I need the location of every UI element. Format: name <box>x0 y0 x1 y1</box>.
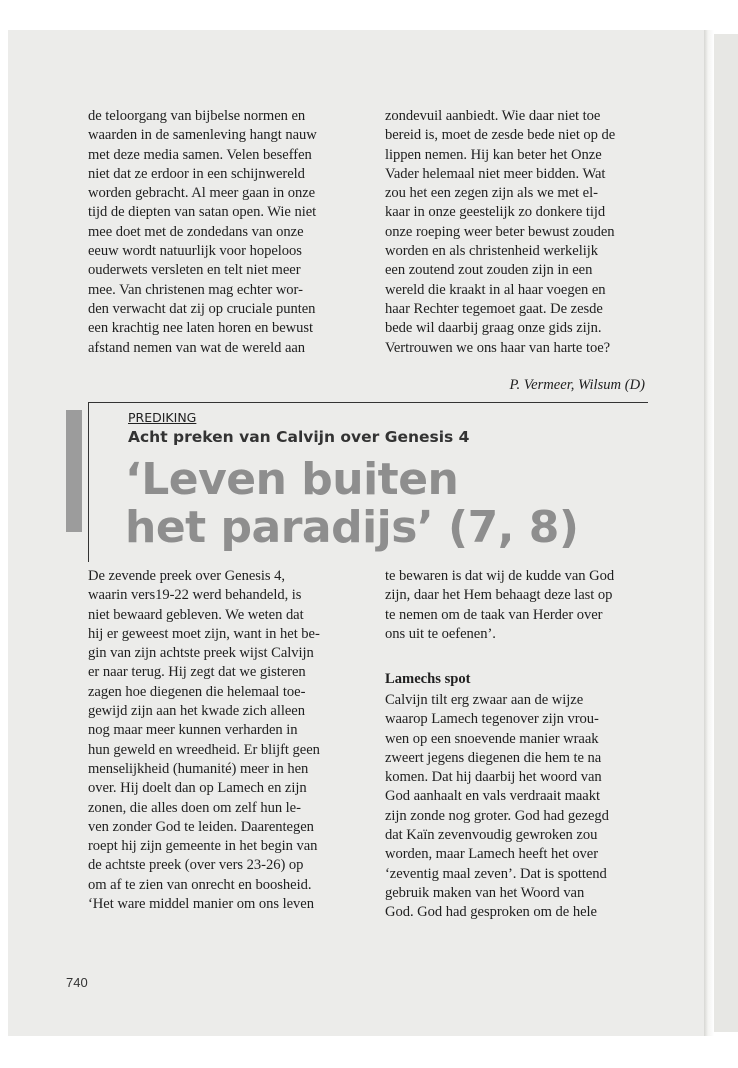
page-number: 740 <box>66 975 88 990</box>
text-line: dat Kaïn zevenvoudig gewroken zou <box>385 827 598 844</box>
text-line: zijn, daar het Hem behaagt deze last op <box>385 587 613 604</box>
text-line: te bewaren is dat wij de kudde van God <box>385 568 615 584</box>
text-line: gin van zijn achtste preek wijst Calvijn <box>88 645 314 662</box>
text-line: zonen, die alles doen om zelf hun le- <box>88 799 301 816</box>
text-line: de teloorgang van bijbelse normen en <box>88 108 306 124</box>
header-rule-vertical <box>88 402 89 562</box>
header-rule-horizontal <box>88 402 648 403</box>
text-line: over. Hij doelt dan op Lamech en zijn <box>88 780 307 797</box>
text-line: wen op een snoevende manier wraak <box>385 730 599 747</box>
text-line: den verwacht dat zij op cruciale punten <box>88 300 316 317</box>
article-left-column <box>88 567 320 914</box>
previous-article-right-column <box>385 107 615 358</box>
headline-line: het paradijs’ (7, 8) <box>125 502 579 553</box>
text-line: wereld die kraakt in al haar voegen en <box>385 281 606 298</box>
text-line: lippen nemen. Hij kan beter het Onze <box>385 146 602 163</box>
text-line: kaar in onze geestelijk zo donkere tijd <box>385 204 606 221</box>
text-line: hun geweld en wreedheid. Er blijft geen <box>88 741 320 758</box>
text-line: zou het een zegen zijn als we met el- <box>385 185 598 202</box>
text-line: met deze media samen. Velen beseffen <box>88 146 312 163</box>
text-line: onze roeping weer beter bewust zouden <box>385 223 615 240</box>
article-subtitle: Acht preken van Calvijn over Genesis 4 <box>128 428 470 446</box>
section-heading: Lamechs spot <box>385 671 471 687</box>
text-line: tijd de diepten van satan open. Wie niet <box>88 204 317 221</box>
headline-line: ‘Leven buiten <box>125 454 459 505</box>
text-line: Vader helemaal niet meer bidden. Wat <box>385 165 606 182</box>
text-line: worden, maar Lamech heeft het over <box>385 846 599 863</box>
text-line: gebruik maken van het Woord van <box>385 884 585 901</box>
text-line: ouderwets versleten en telt niet meer <box>88 262 301 279</box>
text-line: waarin vers19-22 werd behandeld, is <box>88 587 302 604</box>
section-kicker: PREDIKING <box>128 410 197 425</box>
text-line: mee doet met de zondedans van onze <box>88 223 304 240</box>
text-line: worden gebracht. Al meer gaan in onze <box>88 185 316 202</box>
text-line: komen. Dat hij daarbij het woord van <box>385 769 602 786</box>
text-line: om af te zien van onrecht en boosheid. <box>88 876 312 893</box>
text-line: God. God had gesproken om de hele <box>385 904 597 921</box>
text-line: Calvijn tilt erg zwaar aan de wijze <box>385 692 584 708</box>
text-line: hij er geweest moet zijn, want in het be- <box>88 625 320 642</box>
text-line: niet bewaard gebleven. We weten dat <box>88 606 304 623</box>
previous-article-left-column <box>88 107 317 358</box>
text-line: nog maar meer kunnen verharden in <box>88 722 298 739</box>
headline-accent-bar <box>66 410 82 532</box>
text-line: menselijkheid (humanité) meer in hen <box>88 760 309 777</box>
text-line: bereid is, moet de zesde bede niet op de <box>385 127 616 144</box>
text-line: zondevuil aanbiedt. Wie daar niet toe <box>385 108 601 124</box>
text-line: worden en als christenheid werkelijk <box>385 243 598 260</box>
text-line: Vertrouwen we ons haar van harte toe? <box>385 339 611 356</box>
text-line: waarop Lamech tegenover zijn vrou- <box>385 711 599 728</box>
text-line: waarden in de samenleving hangt nauw <box>88 127 317 144</box>
next-page-edge <box>714 34 738 1032</box>
text-line: te nemen om de taak van Herder over <box>385 606 603 623</box>
text-line: de achtste preek (over vers 23-26) op <box>88 857 304 874</box>
page-spine <box>704 30 714 1036</box>
text-line: afstand nemen van wat de wereld aan <box>88 339 306 356</box>
text-line: ons uit te oefenen’. <box>385 625 496 642</box>
text-line: eeuw wordt natuurlijk voor hopeloos <box>88 243 302 260</box>
article-right-column-continued <box>385 691 609 923</box>
text-line: ‘zeventig maal zeven’. Dat is spottend <box>385 865 607 882</box>
article-headline <box>125 456 578 552</box>
text-line: niet dat ze erdoor in een schijnwereld <box>88 165 305 182</box>
text-line: De zevende preek over Genesis 4, <box>88 568 285 584</box>
text-line: mee. Van christenen mag echter wor- <box>88 281 303 298</box>
article-right-column <box>385 567 614 644</box>
text-line: zweert jegens diegenen die hem te na <box>385 749 602 766</box>
text-line: ven zonder God te leiden. Daarentegen <box>88 818 314 835</box>
text-line: haar Rechter tegemoet gaat. De zesde <box>385 300 603 317</box>
author-signature: P. Vermeer, Wilsum (D) <box>509 377 645 393</box>
text-line: bede wil daarbij graag onze gids zijn. <box>385 320 602 337</box>
text-line: een krachtig nee laten horen en bewust <box>88 320 314 337</box>
text-line: gewijd zijn aan het kwade zich alleen <box>88 703 305 720</box>
text-line: roept hij zijn gemeente in het begin van <box>88 838 318 855</box>
text-line: zijn zonde nog groter. God had gezegd <box>385 807 609 824</box>
text-line: een zoutend zout zouden zijn in een <box>385 262 593 279</box>
text-line: zagen hoe diegenen die helemaal toe- <box>88 683 306 700</box>
text-line: God aanhaalt en vals verdraait maakt <box>385 788 600 805</box>
text-line: ‘Het ware middel manier om ons leven <box>88 896 314 913</box>
text-line: er naar terug. Hij zegt dat we gisteren <box>88 664 306 681</box>
